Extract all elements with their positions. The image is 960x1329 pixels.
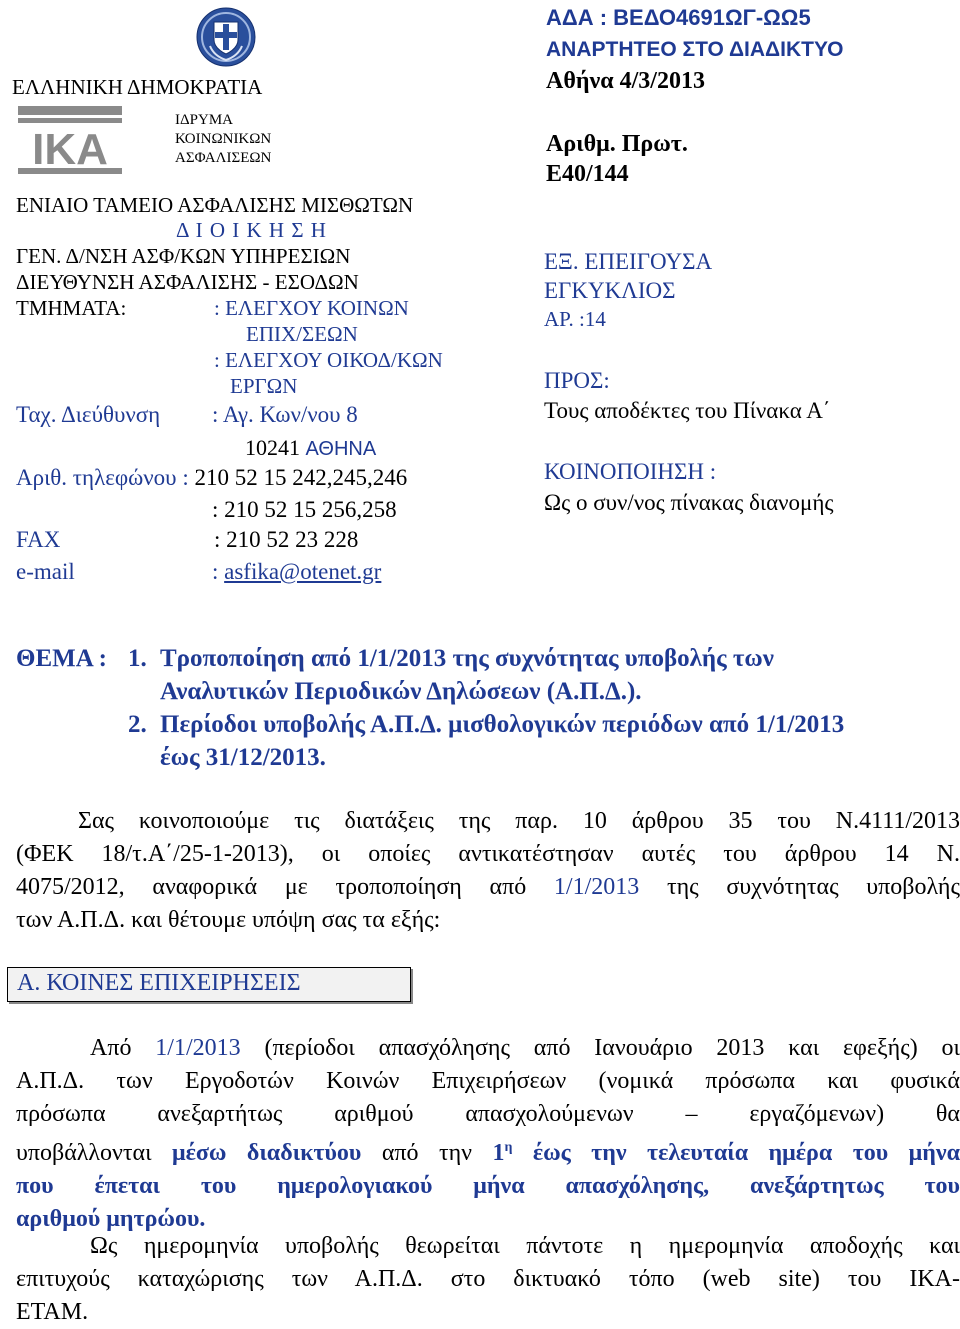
institute-line: ΚΟΙΝΩΝΙΚΩΝ <box>175 131 272 147</box>
circular-number: ΑΡ. :14 <box>544 307 606 331</box>
para-b-line-3: ΕΤΑΜ. <box>16 1299 89 1325</box>
address-label: Ταχ. Διεύθυνση <box>16 402 161 427</box>
protocol-label: Αριθμ. Πρωτ. <box>546 131 688 157</box>
protocol-number: Ε40/144 <box>546 161 629 187</box>
para-a-line-1 <box>16 1032 960 1065</box>
ika-logo-text: IKA <box>32 125 108 174</box>
intro-line-3 <box>16 871 960 904</box>
to-label: ΠΡΟΣ: <box>544 368 610 393</box>
para-a-line-4-c: από την <box>361 1140 493 1166</box>
para-a-deadline: έως την τελευταία ημέρα του μήνα <box>512 1140 960 1166</box>
phone-numbers-1: 210 52 15 242,245,246 <box>194 465 408 490</box>
department-2: : ΕΛΕΓΧΟΥ ΟΙΚΟΔ/ΚΩΝ <box>214 348 443 372</box>
greek-coat-of-arms-icon <box>196 6 256 68</box>
para-b-line-1: Ως ημερομηνία υποβολής θεωρείται πάντοτε η ημερομηνία αποδοχής και <box>90 1233 960 1259</box>
intro-effective-date: 1/1/2013 <box>553 874 640 900</box>
address-value: : Αγ. Κων/νου 8 <box>212 402 358 427</box>
departments-label: ΤΜΗΜΑΤΑ: <box>16 296 127 320</box>
intro-line-4: των Α.Π.Δ. και θέτουμε υπόψη σας τα εξής: <box>16 907 441 933</box>
subject-item-1-cont: Αναλυτικών Περιοδικών Δηλώσεων (Α.Π.Δ.). <box>160 678 642 705</box>
para-a-line-1-c: (περίοδοι απασχόλησης από Ιανουάριο 2013 και εφεξής) οι <box>240 1035 960 1061</box>
para-b-line-2: επιτυχούς καταχώρισης των Α.Π.Δ. στο δικτυακό τόπο (web site) του ΙΚΑ- <box>16 1266 960 1292</box>
para-a-line-2: Α.Π.Δ. των Εργοδοτών Κοινών Επιχειρήσεων (νομικά πρόσωπα και φυσικά <box>16 1068 960 1094</box>
para-a-online-method: μέσω διαδικτύου <box>172 1140 362 1166</box>
administration-label: Δ Ι Ο Ι Κ Η Σ Η <box>176 218 327 242</box>
intro-paragraph <box>16 805 960 937</box>
department-2-cont: ΕΡΓΩΝ <box>230 374 298 398</box>
ada-code: ΑΔΑ : ΒΕΔΟ4691ΩΓ-ΩΩ5 <box>546 5 811 30</box>
department-1-cont: ΕΠΙΧ/ΣΕΩΝ <box>246 322 358 346</box>
para-a-line-6: αριθμού μητρώου. <box>16 1206 206 1232</box>
fund-name: ΕΝΙΑΙΟ ΤΑΜΕΙΟ ΑΣΦΑΛΙΣΗΣ ΜΙΣΘΩΤΩΝ <box>16 193 414 217</box>
subject-item-1: Τροποποίηση από 1/1/2013 της συχνότητας υποβολής των <box>160 645 774 672</box>
institute-line: ΙΔΡΥΜΑ <box>175 112 233 128</box>
postal-code-city <box>245 435 376 461</box>
subject-label: ΘΕΜΑ : <box>16 645 107 672</box>
subject-item-2-cont: έως 31/12/2013. <box>160 744 326 771</box>
intro-line-3-a: 4075/2012, αναφορικά με τροποποίηση από <box>16 874 554 900</box>
intro-line-1: Σας κοινοποιούμε τις διατάξεις της παρ. 10 άρθρου 35 του Ν.4111/2013 <box>78 808 960 834</box>
email-label: e-mail <box>16 559 75 584</box>
intro-line-2: (ΦΕΚ 18/τ.Α΄/25-1-2013), οι οποίες αντικατέστησαν αυτές του άρθρου 14 Ν. <box>16 841 960 867</box>
submission-date-paragraph <box>16 1230 960 1329</box>
para-a-first-day-sup: η <box>504 1140 513 1155</box>
postal-code: 10241 <box>245 435 300 460</box>
ika-logo <box>18 106 122 176</box>
department-1: : ΕΛΕΓΧΟΥ ΚΟΙΝΩΝ <box>214 296 409 320</box>
phone-row <box>16 465 407 491</box>
institute-name <box>175 111 271 168</box>
phone-label: Αριθ. τηλεφώνου <box>16 465 177 490</box>
city: ΑΘΗΝΑ <box>305 438 377 460</box>
subject-item-2: Περίοδοι υποβολής Α.Π.Δ. μισθολογικών περιόδων από 1/1/2013 <box>160 711 845 738</box>
para-a-effective-date: 1/1/2013 <box>155 1035 241 1061</box>
subject-item-2-number: 2. <box>128 711 147 738</box>
to-recipients: Τους αποδέκτες του Πίνακα Α΄ <box>544 398 831 423</box>
para-a-first-day: 1 <box>492 1140 505 1166</box>
urgency-label: ΕΞ. ΕΠΕΙΓΟΥΣΑ <box>544 249 713 274</box>
institute-line: ΑΣΦΑΛΙΣΕΩΝ <box>175 150 272 166</box>
para-a-line-3: πρόσωπα ανεξαρτήτως αριθμού απασχολούμενων – εργαζόμενων) θα <box>16 1101 960 1127</box>
para-a-line-5: που έπεται του ημερολογιακού μήνα απασχόλησης, ανεξάρτητως του <box>16 1173 960 1199</box>
phone-numbers-2: : 210 52 15 256,258 <box>212 497 397 522</box>
cc-label: ΚΟΙΝΟΠΟΙΗΣΗ : <box>544 459 717 484</box>
directorate: ΔΙΕΥΘΥΝΣΗ ΑΣΦΑΛΙΣΗΣ - ΕΣΟΔΩΝ <box>16 270 359 294</box>
republic-title: ΕΛΛΗΝΙΚΗ ΔΗΜΟΚΡΑΤΙΑ <box>12 75 263 99</box>
para-a-line-1-a: Από <box>90 1035 156 1061</box>
section-a-heading: Α. ΚΟΙΝΕΣ ΕΠΙΧΕΙΡΗΣΕΙΣ <box>17 970 301 996</box>
general-directorate: ΓΕΝ. Δ/ΝΣΗ ΑΣΦ/ΚΩΝ ΥΠΗΡΕΣΙΩΝ <box>16 244 351 268</box>
document-date: Αθήνα 4/3/2013 <box>546 68 705 94</box>
email-row <box>212 559 381 585</box>
para-a-line-4 <box>16 1131 960 1170</box>
circular-label: ΕΓΚΥΚΛΙΟΣ <box>544 278 676 303</box>
posted-online-notice: ΑΝΑΡΤΗΤΕΟ ΣΤΟ ΔΙΑΔΙΚΤΥΟ <box>546 38 844 61</box>
section-a-paragraph <box>16 1032 960 1236</box>
intro-line-3-c: της συχνότητας υποβολής <box>639 874 960 900</box>
para-a-line-4-a: υποβάλλονται <box>16 1140 173 1166</box>
email-colon: : <box>212 559 225 584</box>
subject-item-1-number: 1. <box>128 645 147 672</box>
cc-recipients: Ως ο συν/νος πίνακας διανομής <box>544 490 834 515</box>
phone-colon: : <box>182 465 189 490</box>
email-link[interactable]: asfika@otenet.gr <box>224 559 382 584</box>
section-a-heading-box <box>7 967 411 1002</box>
fax-label: FAX <box>16 527 61 552</box>
fax-value: : 210 52 23 228 <box>214 527 359 552</box>
